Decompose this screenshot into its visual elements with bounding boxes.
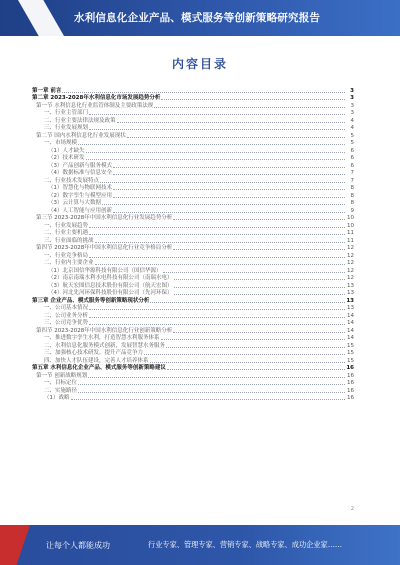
toc-entry-page: 3 bbox=[350, 95, 354, 101]
header-logo-shape bbox=[18, 0, 64, 36]
toc-dot-leader bbox=[113, 189, 345, 190]
toc-entry-page: 8 bbox=[350, 192, 354, 199]
toc-entry[interactable] bbox=[32, 296, 354, 304]
toc-entry-page: 15 bbox=[347, 342, 354, 349]
toc-dot-leader bbox=[173, 332, 345, 333]
toc-dot-leader bbox=[113, 212, 345, 213]
toc-entry-page: 8 bbox=[350, 185, 354, 191]
toc-dot-leader bbox=[127, 137, 345, 138]
toc-entry-page: 14 bbox=[347, 335, 354, 341]
toc-entry-page: 7 bbox=[350, 170, 354, 176]
toc-entry-title: 一、公司基本情况 bbox=[44, 305, 89, 311]
toc-entry-title: 二、实施路径 bbox=[44, 387, 78, 394]
toc-entry-page: 3 bbox=[350, 102, 354, 109]
toc-dot-leader bbox=[89, 129, 345, 130]
toc-dot-leader bbox=[86, 159, 346, 160]
toc-dot-leader bbox=[62, 92, 345, 93]
page-number: 2 bbox=[350, 506, 354, 512]
toc-dot-leader bbox=[89, 309, 345, 310]
toc-entry-page: 16 bbox=[346, 365, 354, 371]
toc-entry-title: 第三章 企业产品、模式服务等创新策略现状分析 bbox=[32, 297, 150, 304]
toc-entry[interactable] bbox=[32, 326, 354, 334]
toc-entry-page: 6 bbox=[350, 155, 354, 161]
toc-entry-page: 5 bbox=[350, 140, 354, 146]
toc-dot-leader bbox=[88, 377, 345, 378]
toc-entry-page: 13 bbox=[346, 297, 354, 304]
toc-dot-leader bbox=[89, 324, 345, 325]
toc-entry[interactable] bbox=[32, 341, 354, 349]
toc-dot-leader bbox=[150, 302, 345, 303]
toc-entry[interactable] bbox=[32, 146, 354, 154]
toc-dot-leader bbox=[95, 264, 345, 265]
toc-entry[interactable] bbox=[32, 139, 354, 147]
toc-dot-leader bbox=[89, 234, 345, 235]
toc-entry-page: 14 bbox=[347, 320, 354, 326]
toc-dot-leader bbox=[150, 362, 345, 363]
toc-entry[interactable] bbox=[32, 154, 354, 162]
toc-entry-page: 9 bbox=[350, 207, 354, 214]
toc-entry[interactable] bbox=[32, 176, 354, 184]
toc-entry-title: 一、行业发展趋势 bbox=[44, 222, 89, 229]
toc-entry[interactable] bbox=[32, 161, 354, 169]
toc-dot-leader bbox=[161, 99, 345, 100]
toc-entry[interactable] bbox=[32, 109, 354, 117]
toc-entry-title: 第五章 水利信息化企业产品、模式服务等创新策略建议 bbox=[32, 365, 166, 371]
toc-entry[interactable] bbox=[32, 334, 354, 342]
toc-entry-title: （4）人工智能与应用创新 bbox=[48, 207, 113, 214]
toc-dot-leader bbox=[174, 294, 345, 295]
toc-entry-page: 12 bbox=[347, 245, 354, 251]
toc-entry-page: 15 bbox=[347, 357, 354, 364]
toc-entry[interactable] bbox=[32, 371, 354, 379]
toc-dot-leader bbox=[113, 167, 345, 168]
toc-entry-title: 二、行业主要机遇 bbox=[44, 230, 89, 236]
toc-entry-title: 第一节 创新战略规划 bbox=[36, 372, 88, 379]
toc-dot-leader bbox=[144, 354, 345, 355]
toc-entry-page: 14 bbox=[347, 327, 354, 334]
toc-dot-leader bbox=[167, 369, 345, 370]
toc-dot-leader bbox=[166, 347, 345, 348]
toc-dot-leader bbox=[100, 182, 345, 183]
toc-entry-title: 三、行业面临的挑战 bbox=[44, 237, 94, 244]
toc-entry-page: 4 bbox=[350, 117, 354, 124]
toc-entry[interactable] bbox=[32, 184, 354, 192]
toc-entry-page: 12 bbox=[347, 252, 354, 259]
toc-entry[interactable] bbox=[32, 356, 354, 364]
toc-entry-title: （3）产品创新与服务模式 bbox=[48, 162, 113, 169]
toc-entry-page: 13 bbox=[347, 305, 354, 311]
toc-entry-title: 第三节 2023-2028年中国水利信息化行业发展趋势分析 bbox=[36, 215, 173, 221]
toc-entry-title: （4）数据标准与信息安全 bbox=[48, 170, 113, 176]
toc-dot-leader bbox=[78, 144, 345, 145]
toc-entry-page: 16 bbox=[347, 380, 354, 386]
footer-accent-shape bbox=[0, 525, 30, 565]
toc-entry[interactable] bbox=[32, 319, 354, 327]
toc-entry-page: 6 bbox=[350, 147, 354, 154]
toc-entry[interactable] bbox=[32, 349, 354, 357]
toc-entry-title: 第一章 前言 bbox=[32, 87, 62, 94]
toc-entry[interactable] bbox=[32, 311, 354, 319]
toc-entry-page: 11 bbox=[347, 237, 354, 244]
toc-dot-leader bbox=[161, 339, 345, 340]
toc-dot-leader bbox=[89, 317, 345, 318]
toc-entry[interactable] bbox=[32, 214, 354, 222]
toc-entry[interactable] bbox=[32, 304, 354, 312]
toc-entry-page: 3 bbox=[350, 87, 354, 94]
toc-entry-title: （1）北京国信华源科技有限公司（国信华源） bbox=[48, 267, 162, 274]
toc-entry[interactable] bbox=[32, 131, 354, 139]
toc-entry-title: 第一节 水利信息化行业监管体制及主要政策法规 bbox=[36, 102, 154, 109]
toc-dot-leader bbox=[163, 272, 345, 273]
toc-entry-page: 13 bbox=[347, 282, 354, 289]
toc-entry-title: （3）航天宏图信息技术股份有限公司（航天宏图） bbox=[48, 282, 173, 289]
toc-dot-leader bbox=[89, 257, 345, 258]
toc-entry[interactable] bbox=[32, 169, 354, 177]
toc-entry[interactable] bbox=[32, 259, 354, 267]
toc-entry-title: 三、公司竞争优势 bbox=[44, 320, 89, 326]
toc-entry[interactable] bbox=[32, 101, 354, 109]
toc-entry[interactable] bbox=[32, 206, 354, 214]
toc-entry-page: 12 bbox=[347, 267, 354, 274]
toc-entry[interactable] bbox=[32, 221, 354, 229]
toc-entry-page: 5 bbox=[350, 132, 354, 139]
toc-entry-title: 一、行业主管部门 bbox=[44, 110, 89, 116]
toc-entry-page: 11 bbox=[347, 230, 354, 236]
toc-entry-page: 14 bbox=[347, 312, 354, 319]
toc-entry-page: 16 bbox=[347, 372, 354, 379]
footer-tagline: 行业专家、管理专家、营销专家、战略专家、成功企业家…… bbox=[148, 540, 343, 549]
toc-entry-page: 3 bbox=[350, 110, 354, 116]
toc-entry[interactable] bbox=[32, 94, 354, 102]
toc-dot-leader bbox=[173, 219, 345, 220]
toc-entry-title: （1）战略 bbox=[44, 395, 70, 401]
toc-entry[interactable] bbox=[32, 274, 354, 282]
toc-entry-page: 13 bbox=[347, 290, 354, 296]
toc-entry-page: 12 bbox=[347, 275, 354, 281]
toc-entry-title: 一、目标定位 bbox=[44, 380, 78, 386]
toc-entry-title: 一、行业竞争格局 bbox=[44, 252, 89, 259]
toc-entry-title: 第二章 2023-2028年水利信息化市场发展趋势分析 bbox=[32, 95, 161, 101]
report-header bbox=[0, 0, 400, 36]
toc-entry-title: 第二节 国内水利信息化行业发展现状 bbox=[36, 132, 126, 139]
toc-dot-leader bbox=[89, 114, 345, 115]
toc-entry-title: 三、加强核心技术研发，提升产品竞争力 bbox=[44, 350, 144, 356]
toc-heading: 内容目录 bbox=[171, 57, 228, 71]
toc-entry[interactable] bbox=[32, 244, 354, 252]
footer-slogan: 让每个人都能成功 bbox=[46, 541, 110, 550]
toc-dot-leader bbox=[173, 249, 345, 250]
toc-dot-leader bbox=[95, 242, 345, 243]
toc-entry-title: （1）智慧化与物联网技术 bbox=[48, 185, 113, 191]
toc-entry-page: 16 bbox=[347, 387, 354, 394]
toc-entry-page: 6 bbox=[350, 162, 354, 169]
footer-banner bbox=[0, 525, 400, 565]
toc-entry[interactable] bbox=[32, 266, 354, 274]
toc-entry[interactable] bbox=[32, 251, 354, 259]
toc-entry-title: 三、行业发展规划 bbox=[44, 125, 89, 131]
toc-entry-page: 10 bbox=[347, 215, 354, 221]
toc-entry-title: 第四节 2023-2028年中国水利信息化行业竞争格局分析 bbox=[36, 245, 173, 251]
toc-entry-page: 4 bbox=[350, 125, 354, 131]
toc-dot-leader bbox=[78, 392, 345, 393]
toc-entry-title: 一、市场规模 bbox=[44, 140, 78, 146]
toc-entry[interactable] bbox=[32, 229, 354, 237]
toc-entry[interactable] bbox=[32, 386, 354, 394]
toc-entry[interactable] bbox=[32, 379, 354, 387]
toc-entry[interactable] bbox=[32, 394, 354, 402]
toc-dot-leader bbox=[174, 287, 345, 288]
toc-entry-title: （4）河北先河环保科技股份有限公司（先河环保） bbox=[48, 290, 173, 296]
toc-dot-leader bbox=[113, 197, 345, 198]
toc-dot-leader bbox=[113, 174, 345, 175]
toc-dot-leader bbox=[154, 107, 345, 108]
toc-entry-title: 第四节 2023-2028年中国水利信息化行业创新策略分析 bbox=[36, 327, 173, 334]
toc-entry[interactable] bbox=[32, 191, 354, 199]
toc-entry-page: 8 bbox=[350, 200, 354, 206]
toc-entry[interactable] bbox=[32, 236, 354, 244]
toc-entry[interactable] bbox=[32, 281, 354, 289]
toc-entry-title: （1）人才缺失 bbox=[48, 147, 85, 154]
toc-entry[interactable] bbox=[32, 86, 354, 94]
toc-dot-leader bbox=[71, 399, 346, 400]
toc-entry-title: （2）南京南瑞水利水电科技有限公司（南瑞水电） bbox=[48, 275, 173, 281]
toc-entry[interactable] bbox=[32, 116, 354, 124]
toc-entry-title: 一、推进数字孪生水利，打造智慧水利服务体系 bbox=[44, 335, 160, 341]
toc-dot-leader bbox=[86, 152, 346, 153]
toc-dot-leader bbox=[78, 384, 345, 385]
toc-entry[interactable] bbox=[32, 289, 354, 297]
toc-entry[interactable] bbox=[32, 124, 354, 132]
toc-entry[interactable] bbox=[32, 364, 354, 372]
toc-entry-page: 7 bbox=[350, 177, 354, 184]
toc-entry-title: （3）云计算与大数据 bbox=[48, 200, 101, 206]
toc-entry-title: （2）技术研发 bbox=[48, 155, 85, 161]
toc-entry-title: （2）数字孪生与模型应用 bbox=[48, 192, 113, 199]
toc-dot-leader bbox=[89, 227, 345, 228]
toc-entry-page: 15 bbox=[347, 350, 354, 356]
toc-entry-title: 四、加快人才队伍建设，完善人才培养体系 bbox=[44, 357, 149, 364]
toc-dot-leader bbox=[174, 279, 345, 280]
toc-dot-leader bbox=[102, 204, 345, 205]
toc-entry-title: 二、水利信息化服务模式创新，发展智慧水务服务 bbox=[44, 342, 166, 349]
report-title: 水利信息化企业产品、模式服务等创新策略研究报告 bbox=[74, 12, 321, 24]
toc-entry-title: 二、行业技术发展特点 bbox=[44, 177, 100, 184]
toc-entry-page: 16 bbox=[347, 395, 354, 401]
toc-entry-page: 12 bbox=[347, 260, 354, 266]
toc-entry-title: 二、行业内主要企业 bbox=[44, 260, 94, 266]
toc-entry-title: 二、行业主要法律法规及政策 bbox=[44, 117, 116, 124]
toc-entry-page: 10 bbox=[347, 222, 354, 229]
table-of-contents bbox=[32, 86, 354, 401]
toc-entry-title: 二、公司业务分析 bbox=[44, 312, 89, 319]
toc-dot-leader bbox=[117, 122, 345, 123]
toc-entry[interactable] bbox=[32, 199, 354, 207]
